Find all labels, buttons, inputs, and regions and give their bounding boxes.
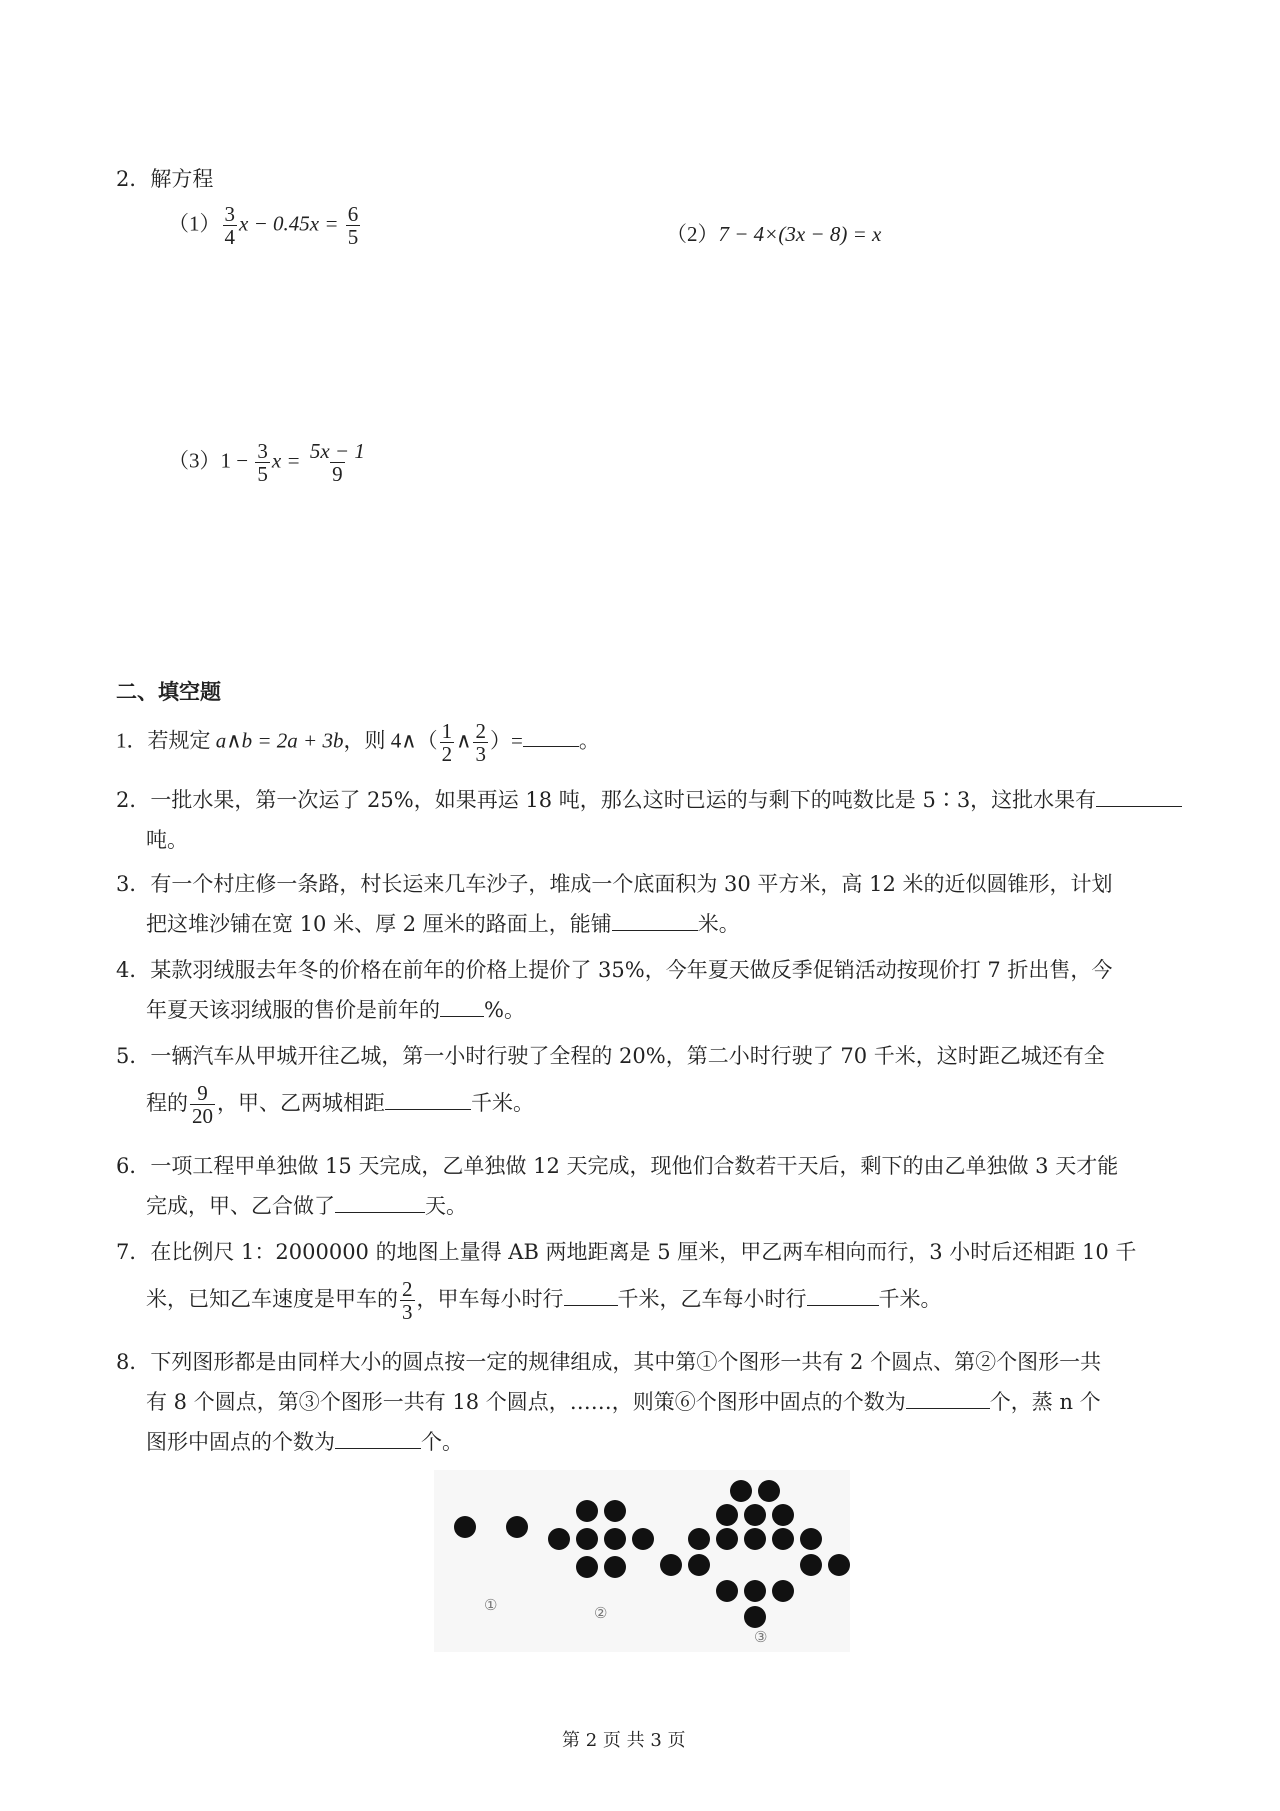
answer-blank[interactable] xyxy=(564,1287,618,1306)
answer-blank[interactable] xyxy=(1096,788,1182,807)
dot xyxy=(716,1504,738,1526)
dot xyxy=(772,1580,794,1602)
fraction: $\frac{5x - 1}{9}$ xyxy=(309,439,365,487)
answer-blank[interactable] xyxy=(440,998,484,1017)
dot xyxy=(744,1606,766,1628)
equation-1-body: x − 0.45x = xyxy=(239,211,344,236)
dot xyxy=(744,1580,766,1602)
fraction: $\frac{6}{5}$ xyxy=(347,202,359,250)
dot xyxy=(576,1556,598,1578)
dot xyxy=(660,1554,682,1576)
section-title: 二、填空题 xyxy=(116,679,221,704)
answer-blank[interactable] xyxy=(523,728,579,747)
dot xyxy=(576,1500,598,1522)
dot xyxy=(800,1554,822,1576)
dot xyxy=(632,1528,654,1550)
dot xyxy=(716,1580,738,1602)
equation-3: （3）1 − $\frac{3}{5}$ x = $\frac{5x - 1}{9}$ xyxy=(168,439,365,487)
dot xyxy=(800,1528,822,1550)
equation-1 xyxy=(168,203,362,248)
fill-question-6: 6．一项工程甲单独做 15 天完成，乙单独做 12 天完成，现他们合数若干天后，剩下的由乙单独做 3 天才能 完成，甲、乙合做了 天。 xyxy=(116,1154,1119,1218)
answer-blank[interactable] xyxy=(335,1194,425,1213)
answer-blank[interactable] xyxy=(385,1091,471,1110)
dot xyxy=(688,1528,710,1550)
dot xyxy=(744,1504,766,1526)
figure-caption-1: ① xyxy=(484,1596,498,1614)
dot xyxy=(548,1528,570,1550)
fill-question-8: 8．下列图形都是由同样大小的圆点按一定的规律组成，其中第①个图形一共有 2 个圆点、第②个图形一共 有 8 个圆点，第③个图形一共有 18 个圆点，……，则策⑥个图形中固点的个数为 个，蒸 n 个 图形中固点的个数为 个。 xyxy=(116,1350,1102,1454)
equation-2-label: （2） xyxy=(666,222,719,246)
equation-3-label: （3） xyxy=(168,448,221,473)
dot xyxy=(730,1480,752,1502)
answer-blank[interactable] xyxy=(906,1390,990,1409)
dot xyxy=(772,1528,794,1550)
equation-1-label: （1） xyxy=(168,211,221,236)
fraction: $\frac{3}{5}$ xyxy=(257,439,268,487)
fill-question-3: 3．有一个村庄修一条路，村长运来几车沙子，堆成一个底面积为 30 平方米，高 12 米的近似圆锥形，计划 把这堆沙铺在宽 10 米、厚 2 厘米的路面上，能铺 米。 xyxy=(116,872,1113,936)
dot xyxy=(604,1528,626,1550)
question-2-title: 2．解方程 xyxy=(116,167,214,191)
dot xyxy=(716,1528,738,1550)
dot xyxy=(506,1516,528,1538)
fraction: $\frac{1}{2}$ xyxy=(441,719,453,767)
dot xyxy=(604,1556,626,1578)
page-footer: 第 2 页 共 3 页 xyxy=(562,1730,686,1751)
fraction: $\frac{2}{3}$ xyxy=(475,719,486,767)
dot xyxy=(828,1554,850,1576)
answer-blank[interactable] xyxy=(335,1430,421,1449)
figure-caption-3: ③ xyxy=(754,1628,768,1646)
fill-question-1: 1．若规定 a∧b = 2a + 3b，则 4∧（ $\frac{1}{2}$ ∧ $\frac{2}{3}$ ）= 。 xyxy=(116,719,600,767)
dot xyxy=(604,1500,626,1522)
dot xyxy=(758,1480,780,1502)
dot-pattern-figure xyxy=(434,1470,850,1652)
fraction: $\frac{9}{20}$ xyxy=(192,1081,213,1129)
fill-question-4: 4．某款羽绒服去年冬的价格在前年的价格上提价了 35%，今年夏天做反季促销活动按现价打 7 折出售，今 年夏天该羽绒服的售价是前年的 %。 xyxy=(116,958,1113,1022)
fill-question-5: 5．一辆汽车从甲城开往乙城，第一小时行驶了全程的 20%，第二小时行驶了 70 千米，这时距乙城还有全 程的 $\frac{9}{20}$ ，甲、乙两城相距 千米。 xyxy=(116,1044,1105,1129)
dot xyxy=(454,1516,476,1538)
answer-blank[interactable] xyxy=(807,1287,879,1306)
equation-2-body: 7 − 4×(3x − 8) = x xyxy=(718,222,882,246)
fraction: $\frac{3}{4}$ xyxy=(224,202,235,250)
fill-question-7: 7．在比例尺 1：2000000 的地图上量得 AB 两地距离是 5 厘米，甲乙两车相向而行，3 小时后还相距 10 千 米，已知乙车速度是甲车的 $\frac{2}{3}$ ，甲车每小时行 千米，乙车每小时行 千米。 xyxy=(116,1240,1137,1325)
dot xyxy=(744,1528,766,1550)
answer-blank[interactable] xyxy=(612,912,698,931)
figure-caption-2: ② xyxy=(594,1604,608,1622)
equation-2 xyxy=(666,218,881,248)
fraction: $\frac{2}{3}$ xyxy=(402,1277,413,1325)
dot xyxy=(772,1504,794,1526)
dot xyxy=(688,1554,710,1576)
fill-question-2: 2．一批水果，第一次运了 25%，如果再运 18 吨，那么这时已运的与剩下的吨数比是 5∶3，这批水果有 吨。 xyxy=(116,780,1182,860)
dot xyxy=(576,1528,598,1550)
